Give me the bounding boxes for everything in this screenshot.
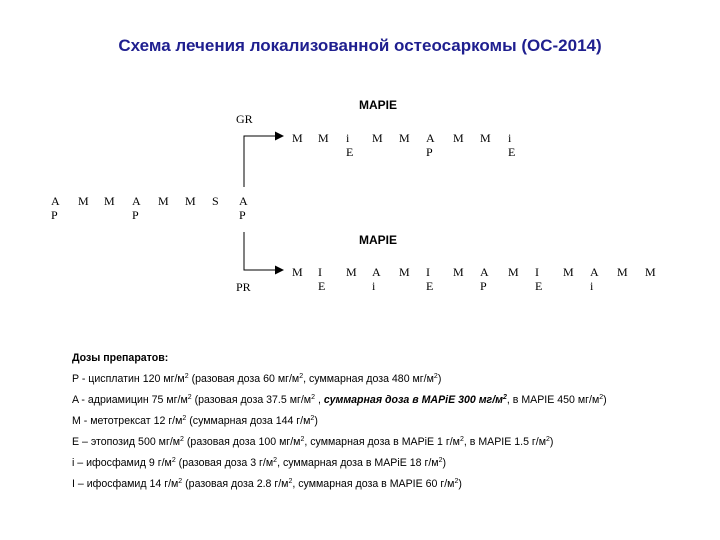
initial-course-cell-3-top: M xyxy=(104,194,115,208)
poor-response-cell-12-bottom: i xyxy=(590,279,594,293)
poor-response-cell-11-top: M xyxy=(563,265,574,279)
good-response-cell-5-top: M xyxy=(399,131,410,145)
poor-response-cell-7-top: M xyxy=(453,265,464,279)
poor-response-cell-9-top: M xyxy=(508,265,519,279)
good-response-cell-4-top: M xyxy=(372,131,383,145)
initial-course-cell-1-bottom: P xyxy=(51,208,58,222)
poor-response-cell-2-top: I xyxy=(318,265,322,279)
initial-course-cell-6-top: M xyxy=(185,194,196,208)
page-title: Схема лечения локализованной остеосаркомы (ОС-2014) xyxy=(118,36,602,55)
good-response-cell-7-top: M xyxy=(453,131,464,145)
good-response-cell-3-top: i xyxy=(346,131,350,145)
poor-response-cell-6-bottom: E xyxy=(426,279,434,293)
good-response-cell-3-bottom: E xyxy=(346,145,354,159)
poor-response-cell-12-top: A xyxy=(590,265,599,279)
good-response-cell-6-top: A xyxy=(426,131,435,145)
initial-course-cell-2-top: M xyxy=(78,194,89,208)
good-response-cell-9-top: i xyxy=(508,131,512,145)
poor-response-cell-13-top: M xyxy=(617,265,628,279)
good-response-label: GR xyxy=(236,112,253,126)
good-response-cell-1-top: M xyxy=(292,131,303,145)
dose-line-2: A - адриамицин 75 $мг/м^2$ (разовая доза 37.5 $мг/м^2$ , суммарная доза в MAPiE 300 $мг/м^2$, в MAPIE 450 $мг/м^2$) xyxy=(72,394,607,406)
poor-response-cell-3-top: M xyxy=(346,265,357,279)
good-response-cell-2-top: M xyxy=(318,131,329,145)
poor-response-cell-8-top: A xyxy=(480,265,489,279)
initial-course-cell-1-top: A xyxy=(51,194,60,208)
poor-response-cell-2-bottom: E xyxy=(318,279,326,293)
poor-response-regimen: MAPIE xyxy=(359,233,398,247)
dose-line-1: P - цисплатин 120 $мг/м^2$ (разовая доза 60 $мг/м^2$, суммарная доза 480 $мг/м^2$) xyxy=(72,373,442,385)
initial-course-cell-8-top: A xyxy=(239,194,248,208)
initial-course-cell-5-top: M xyxy=(158,194,169,208)
initial-course-cell-4-top: A xyxy=(132,194,141,208)
initial-course-cell-8-bottom: P xyxy=(239,208,246,222)
poor-response-cell-1-top: M xyxy=(292,265,303,279)
good-response-cell-8-top: M xyxy=(480,131,491,145)
poor-response-cell-10-bottom: E xyxy=(535,279,543,293)
poor-response-cell-4-top: A xyxy=(372,265,381,279)
poor-response-cell-6-top: I xyxy=(426,265,430,279)
poor-response-cell-14-top: M xyxy=(645,265,656,279)
poor-response-label: PR xyxy=(236,280,251,294)
good-response-cell-9-bottom: E xyxy=(508,145,516,159)
initial-course-cell-7-top: S xyxy=(212,194,219,208)
dose-line-3: M - метотрексат 12 $г/м^2$ (суммарная доза 144 $г/м^2$) xyxy=(72,415,318,427)
poor-response-cell-4-bottom: i xyxy=(372,279,376,293)
poor-response-cell-5-top: M xyxy=(399,265,410,279)
doses-header: Дозы препаратов: xyxy=(72,352,169,364)
good-response-cell-6-bottom: P xyxy=(426,145,433,159)
dose-line-4: E – этопозид 500 $мг/м^2$ (разовая доза 100 $мг/м^2$, суммарная доза в MAPiE 1 $г/м^2$, в MAPIE 1.5 $г/м^2$) xyxy=(72,436,554,448)
arrow-to-good-response xyxy=(244,136,283,187)
arrow-to-poor-response xyxy=(244,232,283,270)
good-response-regimen: MAPIE xyxy=(359,98,398,112)
dose-line-6: I – ифосфамид 14 $г/м^2$ (разовая доза 2.8 $г/м^2$, суммарная доза в MAPIE 60 $г/м^2$) xyxy=(72,478,462,490)
drug-doses-legend xyxy=(72,348,692,495)
initial-course-cell-4-bottom: P xyxy=(132,208,139,222)
poor-response-cell-10-top: I xyxy=(535,265,539,279)
dose-line-5: i – ифосфамид 9 $г/м^2$ (разовая доза 3 $г/м^2$, суммарная доза в MAPiE 18 $г/м^2$) xyxy=(72,457,446,469)
poor-response-cell-8-bottom: P xyxy=(480,279,487,293)
